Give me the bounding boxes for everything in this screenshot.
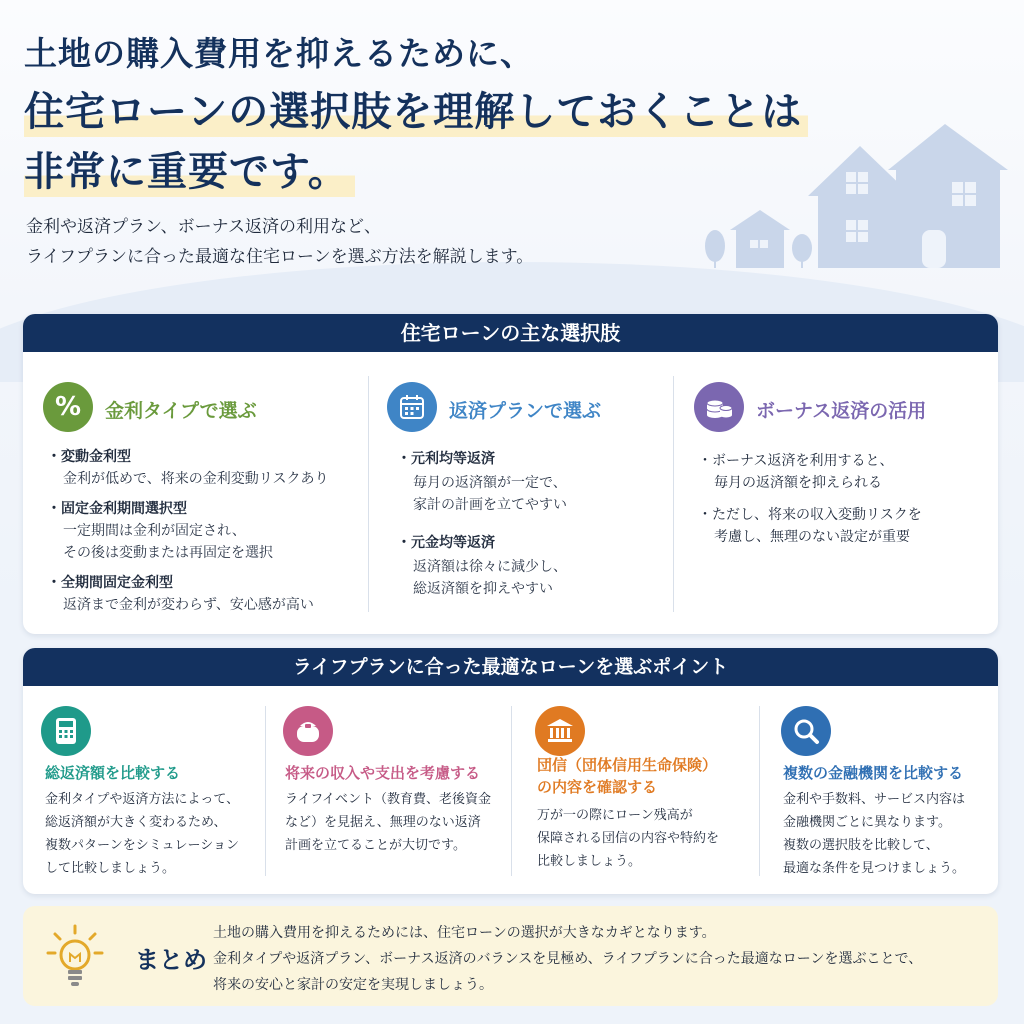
- wallet-icon: [283, 706, 333, 756]
- lead-text-line-2: ライフプランに合った最適な住宅ローンを選ぶ方法を解説します。: [26, 247, 534, 267]
- search-icon: [781, 706, 831, 756]
- list-item-desc: その後は変動または再固定を選択: [63, 545, 273, 561]
- column-divider: [265, 706, 266, 876]
- list-item-desc: 返済まで金利が変わらず、安心感が高い: [63, 597, 314, 613]
- point-body: [285, 788, 491, 857]
- point-body-line: して比較しましょう。: [45, 861, 176, 876]
- point-body-line: ライフイベント（教育費、老後資金: [285, 792, 492, 807]
- point-body: [45, 788, 239, 880]
- summary-line: 金利タイプや返済プラン、ボーナス返済のバランスを見極め、ライフプランに合った最適なローンを選ぶことで、: [213, 951, 923, 967]
- point-body-line: 金融機関ごとに異なります。: [783, 815, 951, 830]
- list-item-line: ・ただし、将来の収入変動リスクを: [698, 507, 922, 523]
- lightbulb-icon: [45, 924, 105, 990]
- points-heading: ライフプランに合った最適なローンを選ぶポイント: [23, 648, 998, 686]
- column-divider: [511, 706, 512, 876]
- repayment-plan-title: 返済プランで選ぶ: [449, 400, 602, 422]
- options-heading: 住宅ローンの主な選択肢: [23, 314, 998, 352]
- list-item-name: ・変動金利型: [47, 449, 131, 465]
- list-item-desc: 毎月の返済額が一定で、: [413, 475, 567, 491]
- point-body-line: 複数パターンをシミュレーション: [45, 838, 239, 853]
- list-item-line: 毎月の返済額を抑えられる: [714, 475, 882, 491]
- list-item-desc: 総返済額を抑えやすい: [413, 581, 553, 597]
- summary-label: まとめ: [135, 945, 207, 974]
- calendar-icon: [387, 382, 437, 432]
- point-body-line: など）を見据え、無理のない返済: [285, 815, 481, 830]
- point-body-line: 万が一の際にローン残高が: [537, 808, 693, 823]
- point-body: [783, 788, 965, 880]
- point-body: [537, 804, 719, 873]
- interest-type-title: 金利タイプで選ぶ: [105, 400, 257, 422]
- column-divider: [759, 706, 760, 876]
- summary-box: [23, 906, 998, 1006]
- bonus-repayment-title: ボーナス返済の活用: [756, 400, 927, 422]
- point-body-line: 複数の選択肢を比較して、: [783, 838, 939, 853]
- point-title: 複数の金融機関を比較する: [783, 764, 964, 782]
- percent-icon: %: [43, 382, 93, 432]
- list-item-name: ・元金均等返済: [397, 535, 495, 551]
- bank-icon: [535, 706, 585, 756]
- column-divider: [673, 376, 674, 612]
- point-body-line: 金利や手数料、サービス内容は: [783, 792, 966, 807]
- houses-illustration: [690, 118, 1010, 268]
- list-item-desc: 返済額は徐々に減少し、: [413, 559, 567, 575]
- calculator-icon: [41, 706, 91, 756]
- list-item-name: ・全期間固定金利型: [47, 575, 173, 591]
- list-item-desc: 金利が低めで、将来の金利変動リスクあり: [63, 471, 329, 487]
- point-title: 総返済額を比較する: [45, 764, 181, 782]
- point-title: 団信（団体信用生命保険）: [537, 756, 718, 774]
- summary-line: 土地の購入費用を抑えるためには、住宅ローンの選択が大きなカギとなります。: [213, 925, 716, 941]
- point-body-line: 比較しましょう。: [537, 854, 642, 869]
- list-item-name: ・固定金利期間選択型: [47, 501, 187, 517]
- list-item-line: ・ボーナス返済を利用すると、: [698, 453, 894, 469]
- options-card: [23, 314, 998, 634]
- list-item-name: ・元利均等返済: [397, 451, 495, 467]
- list-item-desc: 一定期間は金利が固定され、: [63, 523, 246, 539]
- point-body-line: 金利タイプや返済方法によって、: [45, 792, 240, 807]
- column-divider: [368, 376, 369, 612]
- page-title-line-1: 土地の購入費用を抑えるために、: [24, 34, 534, 73]
- summary-line: 将来の安心と家計の安定を実現しましょう。: [213, 977, 493, 993]
- point-body-line: 保障される団信の内容や特約を: [537, 831, 720, 846]
- list-item-desc: 家計の計画を立てやすい: [413, 497, 567, 513]
- page-title-line-2: 住宅ローンの選択肢を理解しておくことは: [24, 80, 808, 137]
- lead-text-line-1: 金利や返済プラン、ボーナス返済の利用など、: [26, 217, 381, 237]
- list-item-line: 考慮し、無理のない設定が重要: [714, 529, 910, 545]
- coins-icon: [694, 382, 744, 432]
- hero-section: [0, 0, 1024, 300]
- point-title: の内容を確認する: [537, 778, 658, 796]
- point-title: 将来の収入や支出を考慮する: [285, 764, 481, 782]
- page-title-line-3: 非常に重要です。: [24, 140, 355, 197]
- point-body-line: 計画を立てることが大切です。: [285, 838, 466, 853]
- point-body-line: 最適な条件を見つけましょう。: [783, 861, 966, 876]
- points-card: [23, 648, 998, 894]
- point-body-line: 総返済額が大きく変わるため、: [45, 815, 227, 830]
